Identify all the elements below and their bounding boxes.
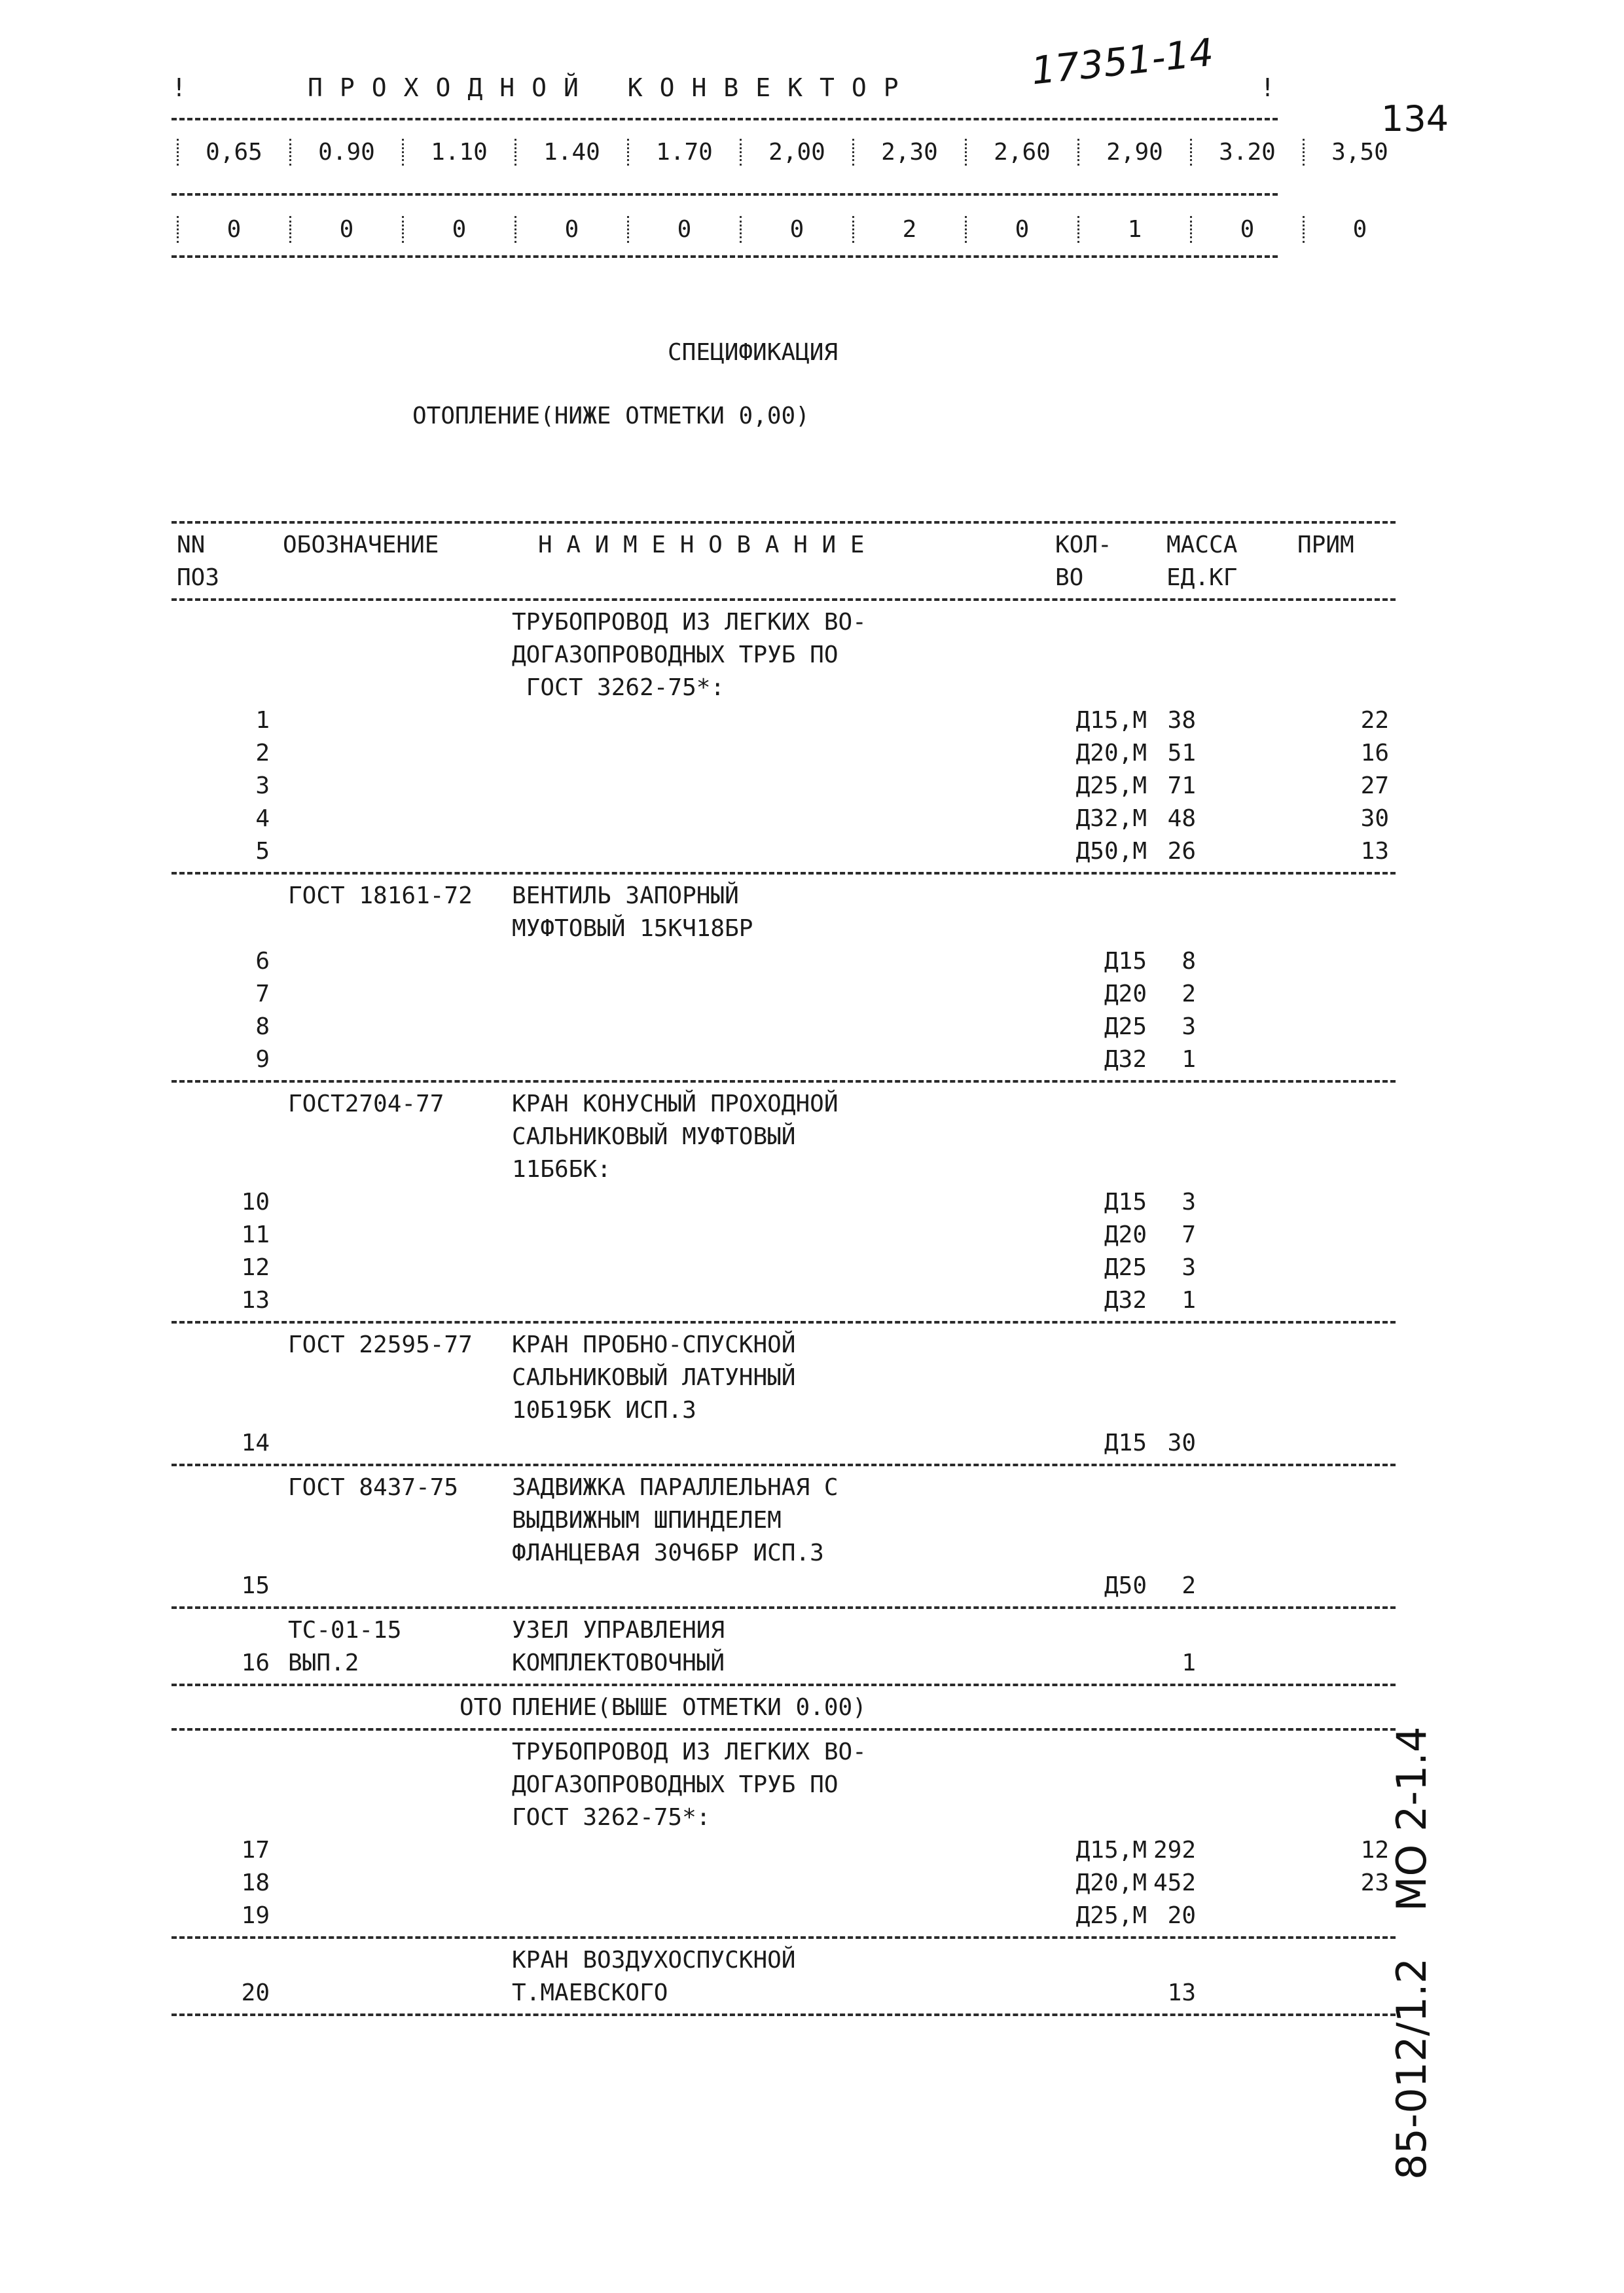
position-cell: 10: [241, 1189, 270, 1216]
designation-cell: ТС-01-15: [288, 1617, 402, 1644]
group-text-row: [171, 1393, 1396, 1426]
name-cell: ГОСТ 3262-75*:: [512, 674, 725, 701]
name-cell: ВЕНТИЛЬ ЗАПОРНЫЙ: [512, 882, 739, 909]
convector-size-cell: 2,60: [965, 139, 1077, 166]
position-cell: 8: [255, 1013, 270, 1040]
name-cell: ЗАДВИЖКА ПАРАЛЛЕЛЬНАЯ С: [512, 1474, 839, 1501]
position-cell: 16: [241, 1650, 270, 1676]
quantity-cell: 38: [1167, 707, 1196, 734]
table-header-row-1: [171, 528, 1396, 560]
name-cell: КРАН ПРОБНО-СПУСКНОЙ: [512, 1331, 796, 1358]
table-row: [171, 944, 1396, 977]
section-label-left: ОТО: [460, 1694, 503, 1721]
convector-counts-row: [177, 216, 1415, 243]
convector-left-bang: !: [171, 73, 187, 102]
size-cell: Д32: [1104, 1046, 1147, 1073]
name-cell: Т.МАЕВСКОГО: [512, 1979, 668, 2006]
convector-size-cell: 0,65: [177, 139, 289, 166]
name-cell: ТРУБОПРОВОД ИЗ ЛЕГКИХ ВО-: [512, 609, 867, 636]
table-row: [171, 801, 1396, 834]
quantity-cell: 71: [1167, 772, 1196, 799]
group-text-row: [171, 878, 1396, 911]
convector-title: ПРОХОДНОЙ КОНВЕКТОР: [308, 73, 916, 102]
section-rule: [171, 1723, 1396, 1735]
position-cell: 12: [241, 1254, 270, 1281]
group-rule: [171, 1601, 1396, 1613]
group-text-row: [171, 1152, 1396, 1185]
quantity-cell: 8: [1182, 948, 1196, 975]
group-text-row: [171, 1360, 1396, 1393]
header-qty-2: ВО: [1055, 564, 1084, 591]
section-row: [171, 1690, 1396, 1723]
margin-stamp-doc-code: 85-012/1.2: [1388, 1957, 1435, 2180]
spec-subheading: ОТОПЛЕНИЕ(НИЖЕ ОТМЕТКИ 0,00): [412, 403, 810, 429]
position-cell: 3: [255, 772, 270, 799]
convector-size-cell: 2,30: [852, 139, 965, 166]
quantity-cell: 2: [1182, 981, 1196, 1007]
name-cell: 11Б6БК:: [512, 1156, 611, 1183]
note-cell: 22: [1360, 707, 1389, 734]
size-cell: Д15: [1104, 1430, 1147, 1456]
group-text-row: [171, 1976, 1396, 2008]
quantity-cell: 26: [1167, 838, 1196, 865]
table-header-row-2: [171, 560, 1396, 593]
convector-count-cell: 0: [1190, 216, 1303, 243]
position-cell: 7: [255, 981, 270, 1007]
group-text-row: [171, 1646, 1396, 1678]
table-row: [171, 1833, 1396, 1866]
name-cell: САЛЬНИКОВЫЙ МУФТОВЫЙ: [512, 1123, 796, 1150]
position-cell: 1: [255, 707, 270, 734]
group-text-row: [171, 1536, 1396, 1568]
position-cell: 20: [241, 1979, 270, 2006]
handwritten-doc-number: 17351-14: [1029, 29, 1216, 94]
position-cell: 11: [241, 1221, 270, 1248]
size-cell: Д25,М: [1075, 772, 1147, 799]
quantity-cell: 30: [1167, 1430, 1196, 1456]
handwritten-page-number: 134: [1381, 98, 1449, 139]
size-cell: Д25: [1104, 1254, 1147, 1281]
table-header-rule: [171, 593, 1396, 605]
quantity-cell: 48: [1167, 805, 1196, 832]
position-cell: 13: [241, 1287, 270, 1314]
designation-cell: ГОСТ 22595-77: [288, 1331, 473, 1358]
table-top-rule: [171, 516, 1396, 528]
margin-stamp-mo: МО 2-1.4: [1388, 1726, 1435, 1911]
group-text-row: [171, 638, 1396, 670]
convector-size-cell: 3.20: [1190, 139, 1303, 166]
quantity-cell: 292: [1153, 1837, 1196, 1864]
size-cell: Д20,М: [1075, 1869, 1147, 1896]
size-cell: Д32,М: [1075, 805, 1147, 832]
name-cell: ТРУБОПРОВОД ИЗ ЛЕГКИХ ВО-: [512, 1739, 867, 1765]
group-text-row: [171, 1327, 1396, 1360]
position-cell: 17: [241, 1837, 270, 1864]
convector-count-cell: 1: [1077, 216, 1190, 243]
designation-cell: ВЫП.2: [288, 1650, 359, 1676]
name-cell: УЗЕЛ УПРАВЛЕНИЯ: [512, 1617, 725, 1644]
group-text-row: [171, 605, 1396, 638]
convector-size-cell: 2,90: [1077, 139, 1190, 166]
convector-sizes-row: [177, 139, 1415, 166]
group-text-row: [171, 1470, 1396, 1503]
convector-mid-rule: [171, 193, 1278, 196]
group-rule: [171, 1931, 1396, 1943]
size-cell: Д15,М: [1075, 707, 1147, 734]
table-row: [171, 736, 1396, 768]
size-cell: Д20,М: [1075, 740, 1147, 767]
name-cell: КРАН КОНУСНЫЙ ПРОХОДНОЙ: [512, 1091, 839, 1117]
name-cell: КОМПЛЕКТОВОЧНЫЙ: [512, 1650, 725, 1676]
position-cell: 15: [241, 1572, 270, 1599]
quantity-cell: 7: [1182, 1221, 1196, 1248]
name-cell: 10Б19БК ИСП.3: [512, 1397, 696, 1424]
quantity-cell: 2: [1182, 1572, 1196, 1599]
spec-body: [171, 605, 1396, 2020]
size-cell: Д25: [1104, 1013, 1147, 1040]
table-row: [171, 1185, 1396, 1218]
group-text-row: [171, 1800, 1396, 1833]
header-pos-2: ПОЗ: [177, 564, 220, 591]
position-cell: 6: [255, 948, 270, 975]
quantity-cell: 3: [1182, 1013, 1196, 1040]
note-cell: 23: [1360, 1869, 1389, 1896]
quantity-cell: 20: [1167, 1902, 1196, 1929]
size-cell: Д15: [1104, 948, 1147, 975]
table-row: [171, 1283, 1396, 1316]
quantity-cell: 1: [1182, 1046, 1196, 1073]
table-row: [171, 1042, 1396, 1075]
convector-size-cell: 1.70: [627, 139, 740, 166]
table-row: [171, 977, 1396, 1009]
convector-bottom-rule: [171, 255, 1278, 258]
table-row: [171, 768, 1396, 801]
table-row: [171, 1898, 1396, 1931]
note-cell: 16: [1360, 740, 1389, 767]
position-cell: 19: [241, 1902, 270, 1929]
convector-count-cell: 0: [514, 216, 627, 243]
name-cell: ГОСТ 3262-75*:: [512, 1804, 711, 1831]
note-cell: 12: [1360, 1837, 1389, 1864]
group-text-row: [171, 1503, 1396, 1536]
size-cell: Д32: [1104, 1287, 1147, 1314]
quantity-cell: 1: [1182, 1287, 1196, 1314]
convector-count-cell: 0: [627, 216, 740, 243]
group-text-row: [171, 1735, 1396, 1767]
group-text-row: [171, 1613, 1396, 1646]
header-mass-2: ЕД.КГ: [1166, 564, 1238, 591]
convector-size-cell: 0.90: [289, 139, 402, 166]
convector-count-cell: 0: [177, 216, 289, 243]
name-cell: САЛЬНИКОВЫЙ ЛАТУННЫЙ: [512, 1364, 796, 1391]
position-cell: 5: [255, 838, 270, 865]
group-rule: [171, 1458, 1396, 1470]
convector-size-cell: 3,50: [1303, 139, 1415, 166]
position-cell: 2: [255, 740, 270, 767]
group-text-row: [171, 1087, 1396, 1119]
convector-right-bang: !: [1260, 73, 1275, 102]
size-cell: Д50,М: [1075, 838, 1147, 865]
quantity-cell: 452: [1153, 1869, 1196, 1896]
designation-cell: ГОСТ2704-77: [288, 1091, 444, 1117]
group-rule: [171, 1678, 1396, 1690]
group-text-row: [171, 1119, 1396, 1152]
convector-size-cell: 1.40: [514, 139, 627, 166]
name-cell: КРАН ВОЗДУХОСПУСКНОЙ: [512, 1947, 796, 1974]
convector-count-cell: 0: [965, 216, 1077, 243]
table-row: [171, 703, 1396, 736]
size-cell: Д20: [1104, 1221, 1147, 1248]
spec-table: [171, 516, 1396, 2020]
header-designation: ОБОЗНАЧЕНИЕ: [283, 532, 439, 558]
quantity-cell: 3: [1182, 1189, 1196, 1216]
convector-count-cell: 0: [402, 216, 514, 243]
quantity-cell: 3: [1182, 1254, 1196, 1281]
note-cell: 13: [1360, 838, 1389, 865]
position-cell: 18: [241, 1869, 270, 1896]
name-cell: ФЛАНЦЕВАЯ 30Ч6БР ИСП.3: [512, 1540, 824, 1566]
convector-count-cell: 0: [1303, 216, 1415, 243]
designation-cell: ГОСТ 8437-75: [288, 1474, 459, 1501]
name-cell: ВЫДВИЖНЫМ ШПИНДЕЛЕМ: [512, 1507, 782, 1534]
convector-size-cell: 1.10: [402, 139, 514, 166]
header-note: ПРИМ: [1297, 532, 1354, 558]
group-text-row: [171, 911, 1396, 944]
quantity-cell: 13: [1167, 1979, 1196, 2006]
table-row: [171, 834, 1396, 867]
header-pos: NN: [177, 532, 206, 558]
quantity-cell: 51: [1167, 740, 1196, 767]
quantity-cell: 1: [1182, 1650, 1196, 1676]
group-rule: [171, 867, 1396, 878]
designation-cell: ГОСТ 18161-72: [288, 882, 473, 909]
convector-count-cell: 2: [852, 216, 965, 243]
section-label-right: ПЛЕНИЕ(ВЫШЕ ОТМЕТКИ 0.00): [512, 1694, 867, 1721]
note-cell: 30: [1360, 805, 1389, 832]
group-rule: [171, 1316, 1396, 1327]
group-rule: [171, 1075, 1396, 1087]
group-text-row: [171, 1767, 1396, 1800]
size-cell: Д50: [1104, 1572, 1147, 1599]
size-cell: Д20: [1104, 981, 1147, 1007]
table-row: [171, 1568, 1396, 1601]
size-cell: Д25,М: [1075, 1902, 1147, 1929]
name-cell: ДОГАЗОПРОВОДНЫХ ТРУБ ПО: [512, 641, 839, 668]
name-cell: МУФТОВЫЙ 15КЧ18БР: [512, 915, 753, 942]
group-text-row: [171, 1943, 1396, 1976]
table-row: [171, 1426, 1396, 1458]
convector-top-rule: [171, 118, 1278, 120]
group-rule: [171, 2008, 1396, 2020]
table-row: [171, 1866, 1396, 1898]
convector-count-cell: 0: [289, 216, 402, 243]
table-row: [171, 1218, 1396, 1250]
note-cell: 27: [1360, 772, 1389, 799]
name-cell: ДОГАЗОПРОВОДНЫХ ТРУБ ПО: [512, 1771, 839, 1798]
convector-count-cell: 0: [740, 216, 852, 243]
table-row: [171, 1009, 1396, 1042]
group-text-row: [171, 670, 1396, 703]
size-cell: Д15,М: [1075, 1837, 1147, 1864]
spec-heading: СПЕЦИФИКАЦИЯ: [668, 339, 839, 366]
position-cell: 9: [255, 1046, 270, 1073]
header-qty: КОЛ-: [1055, 532, 1112, 558]
size-cell: Д15: [1104, 1189, 1147, 1216]
header-mass: МАССА: [1166, 532, 1238, 558]
position-cell: 4: [255, 805, 270, 832]
position-cell: 14: [241, 1430, 270, 1456]
table-row: [171, 1250, 1396, 1283]
convector-size-cell: 2,00: [740, 139, 852, 166]
header-name: Н А И М Е Н О В А Н И Е: [538, 532, 865, 558]
